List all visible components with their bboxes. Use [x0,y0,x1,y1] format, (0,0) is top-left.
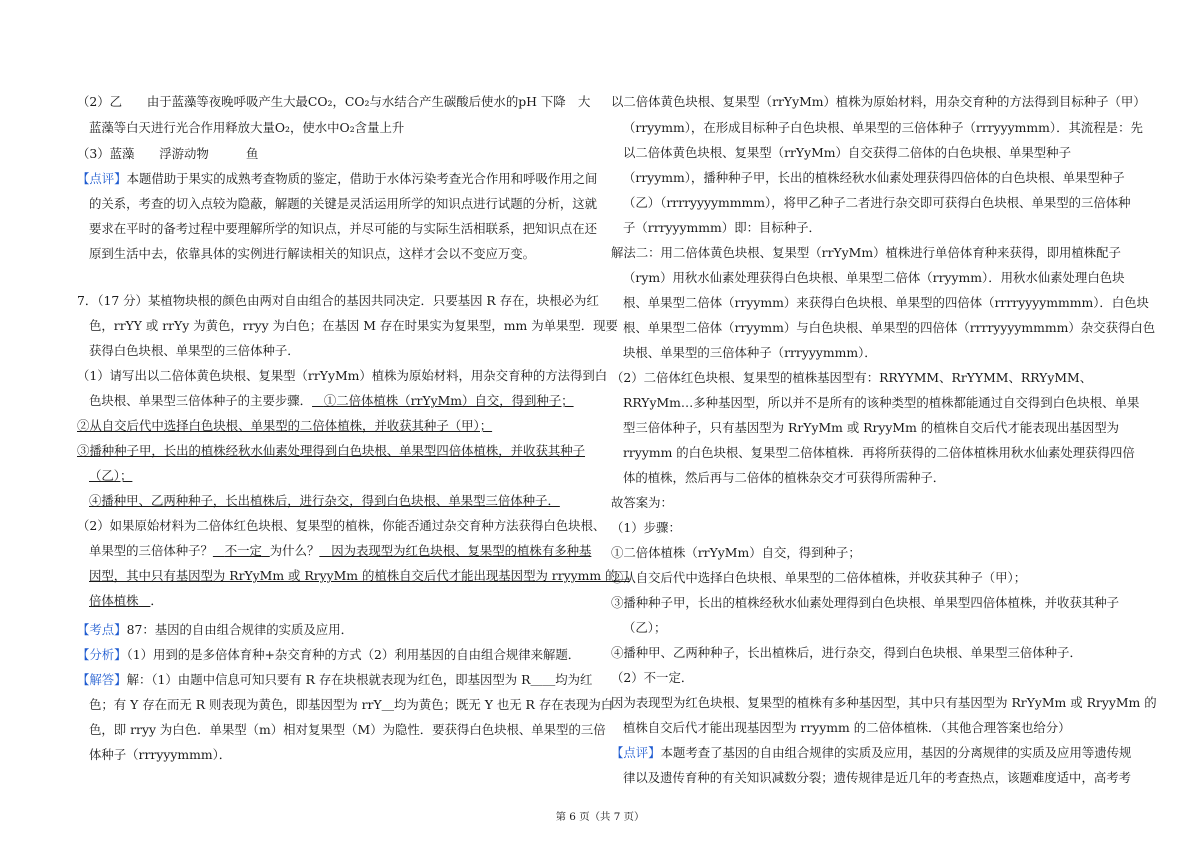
answer-summary-line: ①二倍体植株（rrYyMm）自交，得到种子； [611,545,861,560]
filled-answer: ④播种甲、乙两种种子，长出植株后，进行杂交，得到白色块根、单果型三倍体种子． [89,493,560,508]
filled-answer: 倍体植株 ． [89,593,163,608]
solution-line: （rryymm），在形成目标种子白色块根、单果型的三倍体种子（rrryyymmm）．其流程是：先 [623,120,1143,135]
solution-line: （乙）（rrrryyyymmmm），将甲乙种子二者进行杂交即可获得白色块根、单果型的三倍体种 [623,195,1131,210]
comment-line: 【点评】本题考查了基因的自由组合规律的实质及应用，基因的分离规律的实质及应用等遗传规 [611,745,1132,760]
question-line: 7．（17 分）某植物块根的颜色由两对自由组合的基因共同决定．只要基因 R 存在，块根必为红 [77,293,599,308]
answer-line: （3）蓝藻 浮游动物 鱼 [77,146,259,161]
solution-line: 【解答】解：（1）由题中信息可知只要有 R 存在块根就表现为红色，即基因型为 R＿＿均为红 [77,672,593,687]
answer-summary-line: （1）步骤： [611,520,681,535]
solution-line: 根、单果型二倍体（rryymm）来获得白色块根、单果型的四倍体（rrrryyyymmmm）．白色块 [623,295,1149,310]
filled-answer: 因为表现型为红色块根、复果型的植株有多种基 [331,543,592,558]
comment-line: 的关系，考查的切入点较为隐蔽，解题的关键是灵活运用所学的知识点进行试题的分析，这就 [89,196,598,211]
solution-line: 体的植株，然后再与二倍体的植株杂交才可获得所需种子． [623,470,946,485]
solution-line: 以二倍体黄色块根、复果型（rrYyMm）自交获得二倍体的白色块根、单果型种子 [623,145,1071,160]
answer-summary-line: 因为表现型为红色块根、复果型的植株有多种基因型，其中只有基因型为 RrYyMm 或 RryyMm 的 [611,695,1157,710]
topic-tag: 【考点】 [77,622,127,637]
solution-line: （2）二倍体红色块根、复果型的植株基因型有：RRYYMM、RrYYMM、RRYyMM、 [611,370,1093,385]
solution-line: （rym）用秋水仙素处理获得白色块根、单果型二倍体（rryymm）．用秋水仙素处理白色块 [623,270,1125,285]
question-line: 单果型的三倍体种子？ 不一定 为什么？ 因为表现型为红色块根、复果型的植株有多种基 [89,543,592,558]
solution-line: 子（rrryyymmm）即：目标种子． [623,220,821,235]
solution-line: 根、单果型二倍体（rryymm）与白色块根、单果型的四倍体（rrrryyyymmmm）杂交获得白色 [623,320,1156,335]
solution-line: rryymm 的白色块根、复果型二倍体植株．再将所获得的二倍体植株用秋水仙素处理获得四倍 [623,445,1135,460]
answer-summary-line: 故答案为： [611,495,673,510]
solution-line: 以二倍体黄色块根、复果型（rrYyMm）植株为原始材料，用杂交育种的方法得到目标种子（甲） [611,94,1146,109]
answer-line: （2）乙 由于蓝藻等夜晚呼吸产生大最CO₂，CO₂与水结合产生碳酸后使水的pH 下降 大 [77,94,591,109]
answer-line: 蓝藻等白天进行光合作用释放大量O₂，使水中O₂含量上升 [89,120,405,135]
question-line: 色块根、单果型三倍体种子的主要步骤． ①二倍体植株（rrYyMm）自交，得到种子； [89,393,574,408]
answer-summary-line: 植株自交后代才能出现基因型为 rryymm 的二倍体植株．（其他合理答案也给分） [623,720,1071,735]
filled-answer: 不一定 [224,543,262,558]
comment-tag: 【点评】 [77,171,127,186]
solution-line: RRYyMm…多种基因型，所以并不是所有的该种类型的植株都能通过自交得到白色块根、单果 [623,395,1140,410]
answer-summary-line: ④播种甲、乙两种种子，长出植株后，进行杂交，得到白色块根、单果型三倍体种子． [611,645,1082,660]
question-line: （1）请写出以二倍体黄色块根、复果型（rrYyMm）植株为原始材料，用杂交育种的方法得到白 [77,368,608,383]
answer-tag: 【解答】 [77,672,127,687]
solution-line: （rryymm），播种种子甲，长出的植株经秋水仙素处理获得四倍体的白色块根、单果型种子 [623,170,1125,185]
filled-answer: ③播种种子甲，长出的植株经秋水仙素处理得到白色块根、单果型四倍体植株，并收获其种子 [77,443,586,458]
comment-line: 律以及遗传育种的有关知识减数分裂；遗传规律是近几年的考查热点，该题难度适中，高考考 [623,770,1132,785]
solution-line: 解法二：用二倍体黄色块根、复果型（rrYyMm）植株进行单倍体育种来获得，即用植株配子 [611,245,1121,260]
comment-tag: 【点评】 [611,745,661,760]
answer-summary-line: （乙）； [623,620,667,635]
question-line: （2）如果原始材料为二倍体红色块根、复果型的植株，你能否通过杂交育种方法获得白色块根、 [77,518,606,533]
answer-summary-line: ②从自交后代中选择白色块根、单果型的二倍体植株，并收获其种子（甲）； [611,570,1027,585]
solution-line: 型三倍体种子，只有基因型为 RrYyMm 或 RryyMm 的植株自交后代才能表现出基因型为 [623,420,1120,435]
filled-answer: 因型，其中只有基因型为 RrYyMm 或 RryyMm 的植株自交后代才能出现基因型为 rryymm 的二 [89,568,630,583]
analysis-line: 【分析】（1）用到的是多倍体育种+杂交育种的方式（2）利用基因的自由组合规律来解题． [77,647,581,662]
solution-line: 体种子（rrryyymmm）． [89,747,232,762]
solution-line: 色；有 Y 存在而无 R 则表现为黄色，即基因型为 rrY＿均为黄色；既无 Y 也无 R 存在表现为白 [89,697,614,712]
solution-line: 色，即 rryy 为白色．单果型（m）相对复果型（M）为隐性．要获得白色块根、单果型的三倍 [89,722,606,737]
comment-line: 要求在平时的备考过程中要理解所学的知识点，并尽可能的与实际生活相联系，把知识点在还 [89,221,598,236]
filled-answer: ①二倍体植株（rrYyMm）自交，得到种子； [323,393,574,408]
filled-answer: （乙）； [89,468,133,483]
solution-line: 块根、单果型的三倍体种子（rrryyymmm）． [623,345,877,360]
topic-line: 【考点】87：基因的自由组合规律的实质及应用． [77,622,353,637]
comment-line: 原到生活中去，依靠具体的实例进行解读相关的知识点，这样才会以不变应万变。 [89,246,536,261]
analysis-tag: 【分析】 [77,647,127,662]
question-line: 色，rrYY 或 rrYy 为黄色，rryy 为白色；在基因 M 存在时果实为复果型，mm 为单果型．现要 [89,318,618,333]
answer-summary-line: （2）不一定． [611,670,694,685]
page-number: 第 6 页（共 7 页） [555,811,645,823]
question-line: 获得白色块根、单果型的三倍体种子． [89,343,300,358]
filled-answer: ②从自交后代中选择白色块根、单果型的二倍体植株，并收获其种子（甲）； [77,418,493,433]
comment-line: 【点评】本题借助于果实的成熟考查物质的鉴定，借助于水体污染考查光合作用和呼吸作用之间 [77,171,598,186]
answer-summary-line: ③播种种子甲，长出的植株经秋水仙素处理得到白色块根、单果型四倍体植株，并收获其种子 [611,595,1120,610]
